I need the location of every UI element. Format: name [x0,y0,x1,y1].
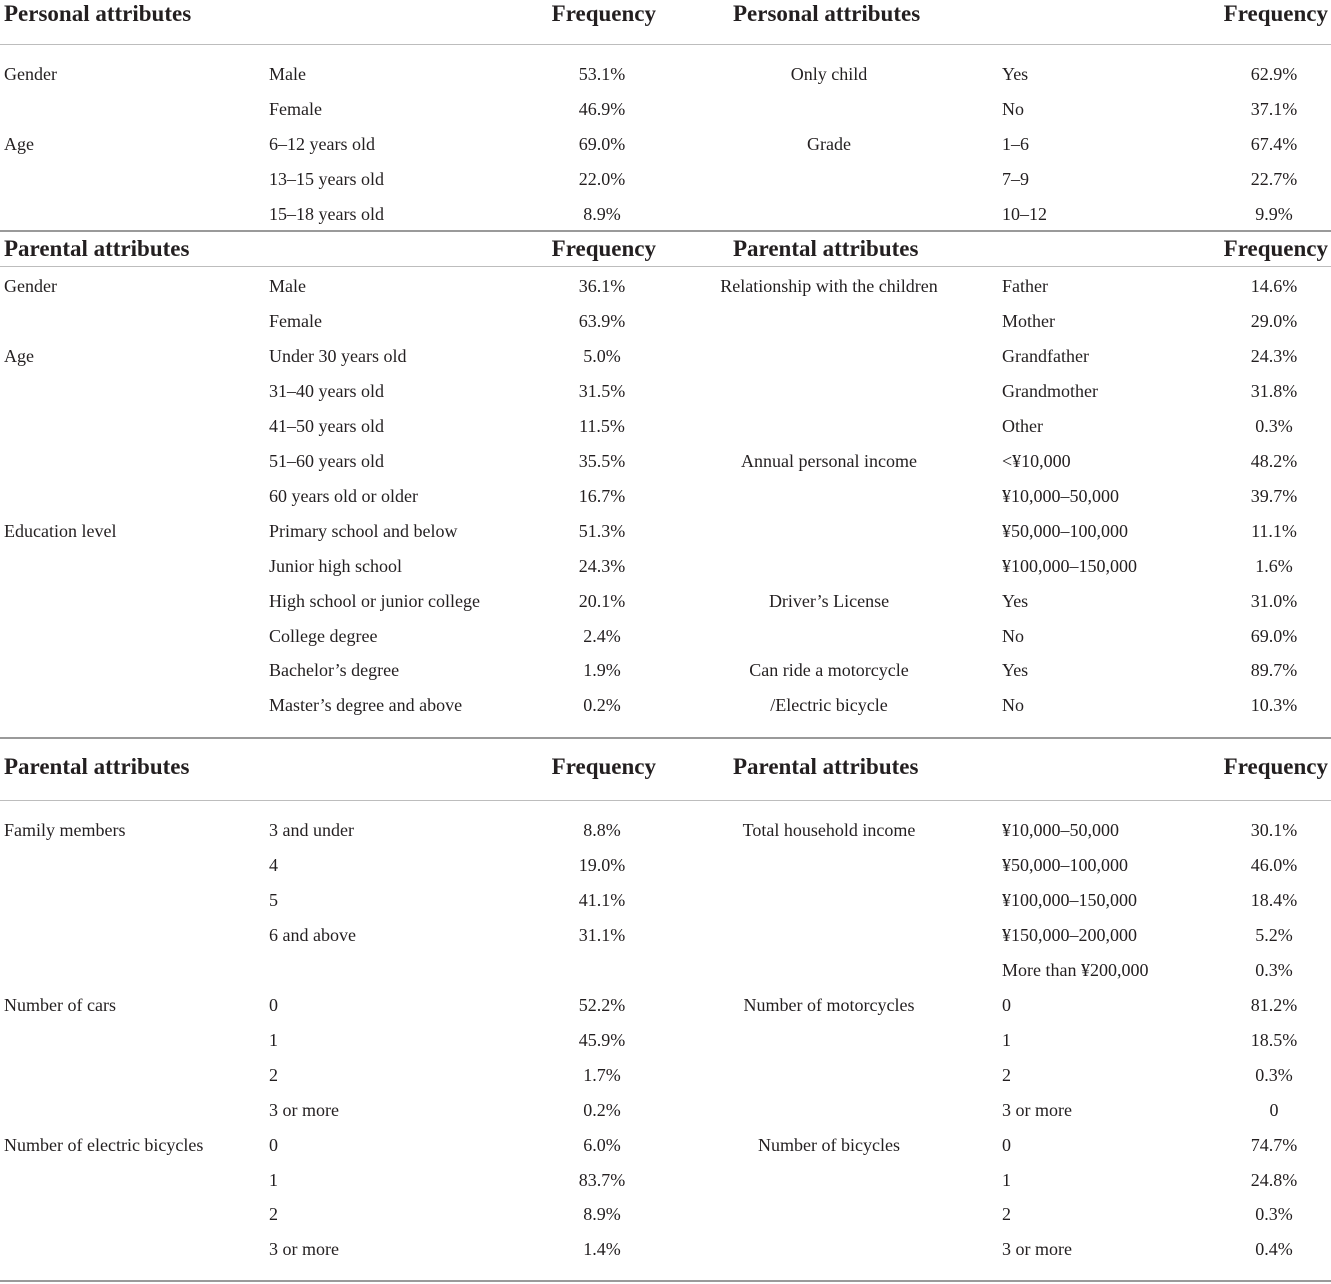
left-option-cell: 4 [269,854,278,875]
left-option-cell: 3 and under [269,820,354,840]
right-option-cell: Mother [1002,310,1055,331]
right-option-cell: 10–12 [1002,203,1047,224]
left-option-cell: 2 [269,1064,278,1085]
left-option-cell: 31–40 years old [269,380,384,401]
right-frequency-cell: 10.3% [1250,695,1298,716]
section-right-frequency-header: Frequency [1223,1,1328,26]
left-option-cell: Master’s degree and above [269,695,463,716]
left-option-cell: 2 [269,1204,278,1225]
left-frequency-cell: 69.0% [578,133,626,154]
right-option-cell: 1 [1002,1169,1011,1190]
section-left-frequency-header: Frequency [551,236,656,261]
section-right-header: Personal attributes [733,1,921,26]
right-category-cell: Can ride a motorcycle [749,660,909,681]
right-frequency-cell: 24.8% [1250,1169,1298,1190]
right-option-cell: Yes [1002,590,1029,611]
left-frequency-cell: 6.0% [583,1134,621,1155]
right-option-cell: Grandfather [1002,345,1089,366]
section-end-rule [0,230,1331,232]
left-frequency-cell: 2.4% [583,625,621,646]
left-option-cell: Male [269,64,306,84]
right-option-cell: No [1002,98,1024,119]
left-option-cell: Under 30 years old [269,345,407,366]
left-frequency-cell: 31.1% [578,924,626,945]
right-option-cell: ¥100,000–150,000 [1002,889,1137,910]
left-option-cell: 51–60 years old [269,450,384,471]
right-frequency-cell: 62.9% [1250,64,1298,84]
left-option-cell: 3 or more [269,1239,339,1260]
right-option-cell: No [1002,695,1024,716]
right-frequency-cell: 14.6% [1250,276,1298,296]
right-option-cell: 2 [1002,1064,1011,1085]
right-option-cell: 2 [1002,1204,1011,1225]
right-option-cell: 1–6 [1002,133,1029,154]
right-option-cell: ¥50,000–100,000 [1002,520,1128,541]
left-option-cell: 1 [269,1029,278,1050]
section-end-rule [0,737,1331,739]
right-frequency-cell: 67.4% [1250,133,1298,154]
left-frequency-cell: 51.3% [578,520,626,541]
left-option-cell: 60 years old or older [269,485,418,506]
right-frequency-cell: 30.1% [1250,820,1298,840]
section-right-frequency-header: Frequency [1223,236,1328,261]
right-frequency-cell: 5.2% [1255,924,1293,945]
right-frequency-cell: 74.7% [1250,1134,1298,1155]
left-option-cell: Female [269,98,322,119]
right-option-cell: Yes [1002,64,1029,84]
left-frequency-cell: 1.9% [583,660,621,681]
right-frequency-cell: 37.1% [1250,98,1298,119]
left-frequency-cell: 16.7% [578,485,626,506]
left-option-cell: Primary school and below [269,520,458,541]
right-category-cell: Relationship with the children [720,276,938,296]
right-frequency-cell: 0.3% [1255,959,1293,980]
section-left-header: Personal attributes [4,1,192,26]
right-category-cell: Total household income [742,820,916,840]
right-frequency-cell: 18.5% [1250,1029,1298,1050]
section-end-rule [0,1280,1331,1282]
left-frequency-cell: 11.5% [579,415,625,436]
right-option-cell: ¥50,000–100,000 [1002,854,1128,875]
right-frequency-cell: 46.0% [1250,854,1298,875]
right-option-cell: ¥150,000–200,000 [1002,924,1137,945]
left-frequency-cell: 1.4% [583,1239,621,1260]
left-category-cell: Gender [4,64,57,84]
left-option-cell: 41–50 years old [269,415,384,436]
header-rule [0,800,1331,801]
left-category-cell: Gender [4,276,57,296]
right-category-cell: Number of bicycles [758,1134,900,1155]
right-option-cell: ¥10,000–50,000 [1002,820,1119,840]
right-frequency-cell: 48.2% [1250,450,1298,471]
left-frequency-cell: 0.2% [583,1099,621,1120]
right-option-cell: More than ¥200,000 [1002,959,1149,980]
right-option-cell: Father [1002,276,1048,296]
right-category-cell: Driver’s License [768,590,890,611]
left-frequency-cell: 36.1% [578,276,626,296]
right-option-cell: 0 [1002,1134,1011,1155]
right-frequency-cell: 69.0% [1250,625,1298,646]
right-option-cell: 0 [1002,994,1011,1015]
left-category-cell: Education level [4,520,117,541]
left-frequency-cell: 22.0% [578,168,626,189]
right-frequency-cell: 89.7% [1250,660,1298,681]
left-frequency-cell: 20.1% [578,590,626,611]
left-frequency-cell: 46.9% [578,98,626,119]
right-category-cell: /Electric bicycle [770,695,888,716]
right-frequency-cell: 0 [1269,1099,1279,1120]
right-frequency-cell: 31.0% [1250,590,1298,611]
right-option-cell: Grandmother [1002,380,1098,401]
left-option-cell: Female [269,310,322,331]
left-frequency-cell: 52.2% [578,994,626,1015]
left-option-cell: 0 [269,994,278,1015]
right-option-cell: ¥10,000–50,000 [1002,485,1119,506]
right-frequency-cell: 9.9% [1255,203,1293,224]
left-frequency-cell: 45.9% [578,1029,626,1050]
left-frequency-cell: 53.1% [578,64,626,84]
left-frequency-cell: 41.1% [578,889,626,910]
left-option-cell: 0 [269,1134,278,1155]
left-frequency-cell: 5.0% [583,345,621,366]
right-category-cell: Grade [807,133,851,154]
left-category-cell: Age [4,133,34,154]
right-option-cell: 7–9 [1002,168,1029,189]
right-frequency-cell: 39.7% [1250,485,1298,506]
left-option-cell: 13–15 years old [269,168,384,189]
section-left-header: Parental attributes [4,236,190,261]
left-frequency-cell: 35.5% [578,450,626,471]
left-option-cell: 6 and above [269,924,356,945]
right-category-cell: Number of motorcycles [743,994,915,1015]
left-option-cell: High school or junior college [269,590,480,611]
left-option-cell: 6–12 years old [269,133,375,154]
left-category-cell: Age [4,345,34,366]
right-frequency-cell: 0.3% [1255,415,1293,436]
left-option-cell: 3 or more [269,1099,339,1120]
right-option-cell: 1 [1002,1029,1011,1050]
right-frequency-cell: 0.4% [1255,1239,1293,1260]
right-frequency-cell: 1.6% [1255,555,1293,576]
right-option-cell: 3 or more [1002,1239,1072,1260]
left-frequency-cell: 19.0% [578,854,626,875]
left-frequency-cell: 0.2% [583,695,621,716]
header-rule [0,44,1331,45]
left-category-cell: Family members [4,820,126,840]
left-option-cell: Bachelor’s degree [269,660,400,681]
right-frequency-cell: 22.7% [1250,168,1298,189]
left-option-cell: Male [269,276,306,296]
left-category-cell: Number of electric bicycles [4,1134,204,1155]
left-frequency-cell: 63.9% [578,310,626,331]
section-right-header: Parental attributes [733,236,919,261]
section-left-frequency-header: Frequency [551,754,656,779]
left-frequency-cell: 8.8% [583,820,621,840]
section-left-header: Parental attributes [4,754,190,779]
header-rule [0,266,1331,267]
right-option-cell: 3 or more [1002,1099,1072,1120]
left-option-cell: College degree [269,625,378,646]
right-category-cell: Annual personal income [741,450,917,471]
right-frequency-cell: 11.1% [1251,520,1297,541]
right-option-cell: Other [1002,415,1043,436]
left-option-cell: 15–18 years old [269,203,384,224]
left-frequency-cell: 24.3% [578,555,626,576]
left-frequency-cell: 31.5% [578,380,626,401]
right-option-cell: ¥100,000–150,000 [1002,555,1137,576]
left-category-cell: Number of cars [4,994,116,1015]
left-frequency-cell: 83.7% [578,1169,626,1190]
section-right-frequency-header: Frequency [1223,754,1328,779]
right-option-cell: <¥10,000 [1002,450,1071,471]
left-frequency-cell: 8.9% [583,203,621,224]
right-option-cell: No [1002,625,1024,646]
right-frequency-cell: 29.0% [1250,310,1298,331]
left-frequency-cell: 8.9% [583,1204,621,1225]
right-frequency-cell: 81.2% [1250,994,1298,1015]
left-option-cell: 5 [269,889,278,910]
right-option-cell: Yes [1002,660,1029,681]
right-frequency-cell: 0.3% [1255,1204,1293,1225]
right-frequency-cell: 24.3% [1250,345,1298,366]
right-frequency-cell: 31.8% [1250,380,1298,401]
section-right-header: Parental attributes [733,754,919,779]
right-category-cell: Only child [790,64,868,84]
left-option-cell: 1 [269,1169,278,1190]
right-frequency-cell: 0.3% [1255,1064,1293,1085]
right-frequency-cell: 18.4% [1250,889,1298,910]
left-option-cell: Junior high school [269,555,402,576]
left-frequency-cell: 1.7% [583,1064,621,1085]
section-left-frequency-header: Frequency [551,1,656,26]
